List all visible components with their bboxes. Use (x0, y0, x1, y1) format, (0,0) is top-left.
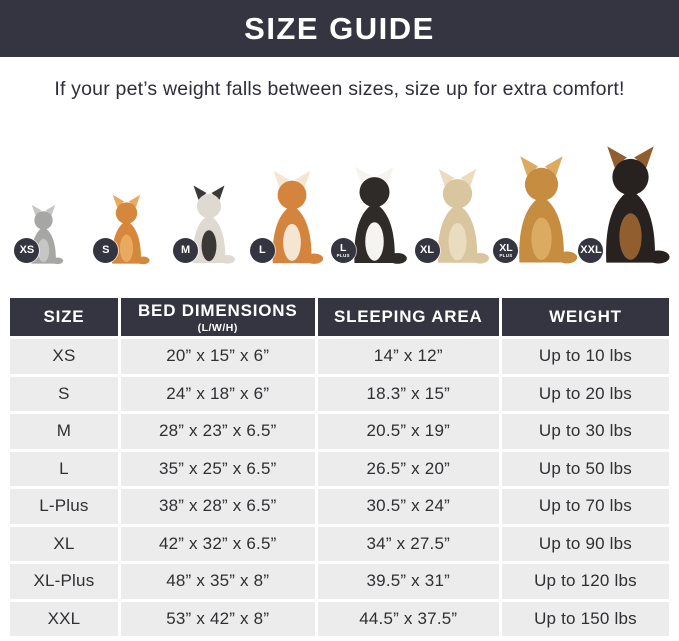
column-header-weight (502, 298, 669, 336)
cell-size: XS (10, 339, 118, 374)
cell-sleeping-area: 26.5” x 20” (318, 452, 499, 487)
size-badge-label: S (102, 244, 110, 256)
size-badge-m (173, 238, 198, 263)
cell-weight: Up to 150 lbs (502, 602, 669, 637)
cell-bed-dimensions: 20” x 15” x 6” (121, 339, 315, 374)
cell-sleeping-area: 18.3” x 15” (318, 377, 499, 412)
page-title: SIZE GUIDE (244, 10, 435, 46)
size-guide-table (7, 295, 672, 639)
size-badge-label: L (259, 244, 266, 256)
column-header-bed-dimensions-label: BED DIMENSIONS (137, 300, 298, 320)
pet-cell-pomeranian (85, 127, 168, 265)
column-header-size (10, 298, 118, 336)
size-badge-l (250, 238, 275, 263)
cell-weight: Up to 120 lbs (502, 564, 669, 599)
size-badge-label: M (180, 244, 191, 256)
size-badge-label: XS (19, 244, 35, 256)
pet-cell-border-collie (333, 127, 416, 265)
cell-sleeping-area: 44.5” x 37.5” (318, 602, 499, 637)
cell-bed-dimensions: 42” x 32” x 6.5” (121, 527, 315, 562)
pet-cell-labrador (416, 127, 499, 265)
cell-size: XXL (10, 602, 118, 637)
pet-size-strip (0, 127, 679, 269)
table-row (10, 452, 669, 487)
table-row (10, 527, 669, 562)
title-bar (0, 0, 679, 57)
table-row (10, 564, 669, 599)
cell-sleeping-area: 34” x 27.5” (318, 527, 499, 562)
subtitle-text: If your pet’s weight falls between sizes, size up for extra comfort! (54, 78, 625, 100)
cell-bed-dimensions: 24” x 18” x 6” (121, 377, 315, 412)
column-header-weight-label: WEIGHT (549, 307, 622, 326)
cell-bed-dimensions: 35” x 25” x 6.5” (121, 452, 315, 487)
cell-size: XL (10, 527, 118, 562)
table-row (10, 377, 669, 412)
cell-size: XL-Plus (10, 564, 118, 599)
size-badge-xl (415, 238, 440, 263)
cell-weight: Up to 90 lbs (502, 527, 669, 562)
cell-weight: Up to 20 lbs (502, 377, 669, 412)
cell-sleeping-area: 39.5” x 31” (318, 564, 499, 599)
cell-size: L (10, 452, 118, 487)
cell-weight: Up to 30 lbs (502, 414, 669, 449)
cell-sleeping-area: 30.5” x 24” (318, 489, 499, 524)
column-header-sleeping-area-label: SLEEPING AREA (333, 307, 483, 326)
pet-cell-cat (2, 127, 85, 265)
cell-size: M (10, 414, 118, 449)
table-row (10, 602, 669, 637)
cell-bed-dimensions: 28” x 23” x 6.5” (121, 414, 315, 449)
column-header-sleeping-area (318, 298, 499, 336)
cell-sleeping-area: 14” x 12” (318, 339, 499, 374)
cell-bed-dimensions: 38” x 28” x 6.5” (121, 489, 315, 524)
size-badge-sublabel: PLUS (499, 253, 513, 258)
cell-bed-dimensions: 53” x 42” x 8” (121, 602, 315, 637)
cell-sleeping-area: 20.5” x 19” (318, 414, 499, 449)
size-badge-l-plus (331, 238, 356, 263)
table-row (10, 414, 669, 449)
pet-cell-golden-retriever (499, 127, 584, 265)
size-badge-label: XL (499, 241, 513, 254)
size-badge-sublabel: PLUS (336, 253, 350, 258)
cell-size: S (10, 377, 118, 412)
column-header-size-label: SIZE (43, 307, 85, 326)
size-badge-label: XL (420, 244, 435, 256)
size-badge-label: XXL (580, 244, 602, 256)
cell-weight: Up to 70 lbs (502, 489, 669, 524)
size-badge-label: L (340, 241, 347, 254)
cell-size: L-Plus (10, 489, 118, 524)
cell-bed-dimensions: 48” x 35” x 8” (121, 564, 315, 599)
pet-cell-doberman (580, 127, 677, 265)
table-row (10, 489, 669, 524)
pet-cell-shiba-inu (250, 127, 333, 265)
column-header-bed-dimensions (121, 298, 315, 336)
cell-weight: Up to 50 lbs (502, 452, 669, 487)
cell-weight: Up to 10 lbs (502, 339, 669, 374)
pet-cell-french-bulldog (168, 127, 251, 265)
table-header-row (10, 298, 669, 336)
column-header-bed-dimensions-sub: (L/W/H) (197, 321, 238, 334)
table-row (10, 339, 669, 374)
